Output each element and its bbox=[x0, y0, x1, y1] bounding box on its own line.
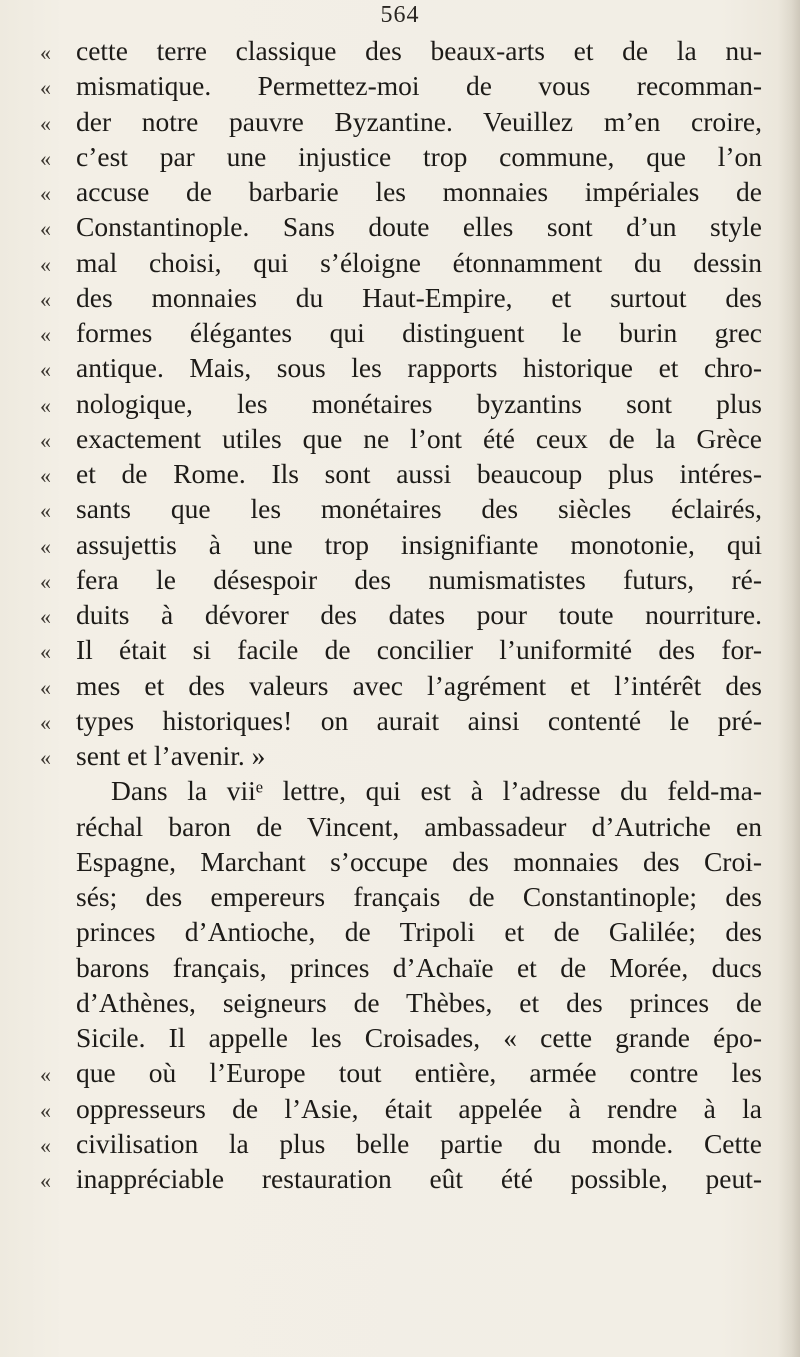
text-line bbox=[40, 773, 762, 808]
text-line bbox=[40, 950, 762, 985]
line-text: nologique, les monétaires byzantins sont plus bbox=[76, 387, 762, 419]
text-line bbox=[40, 421, 762, 456]
line-text: accuse de barbarie les monnaies impériales de bbox=[76, 176, 762, 207]
text-line bbox=[40, 1126, 762, 1161]
line-text: que où l’Europe tout entière, armée contre les bbox=[76, 1057, 762, 1089]
text-line bbox=[40, 174, 762, 209]
text-line bbox=[40, 844, 762, 879]
text-line bbox=[40, 562, 762, 597]
line-text: sés; des empereurs français de Constantinople; des bbox=[76, 881, 762, 912]
quote-mark: « bbox=[40, 1062, 51, 1088]
quote-mark: « bbox=[40, 357, 51, 383]
text-line bbox=[40, 985, 762, 1020]
text-line bbox=[40, 68, 762, 103]
quote-mark: « bbox=[40, 533, 51, 559]
line-text: Dans la viiᵉ lettre, qui est à l’adresse du feld-ma- bbox=[111, 775, 762, 807]
body-text bbox=[40, 33, 762, 1196]
quote-mark: « bbox=[40, 286, 51, 312]
quote-mark: « bbox=[40, 1097, 51, 1123]
line-text: der notre pauvre Byzantine. Veuillez m’en croire, bbox=[76, 105, 762, 137]
line-text: formes élégantes qui distinguent le burin grec bbox=[76, 317, 762, 348]
line-text: types historiques! on aurait ainsi contenté le pré- bbox=[76, 704, 762, 736]
text-line bbox=[40, 738, 762, 773]
quote-mark: « bbox=[40, 181, 51, 206]
quote-mark: « bbox=[40, 1168, 51, 1193]
line-text: sants que les monétaires des siècles éclairés, bbox=[76, 493, 762, 525]
quote-mark: « bbox=[40, 322, 51, 347]
line-text: princes d’Antioche, de Tripoli et de Galilée; des bbox=[76, 916, 762, 948]
quote-mark: « bbox=[40, 568, 51, 594]
line-text: et de Rome. Ils sont aussi beaucoup plus intéres- bbox=[76, 458, 762, 489]
line-text: mes et des valeurs avec l’agrément et l’intérêt des bbox=[76, 669, 762, 701]
quote-mark: « bbox=[40, 463, 51, 488]
text-line bbox=[40, 104, 762, 139]
quote-mark: « bbox=[40, 709, 51, 735]
text-line bbox=[40, 632, 762, 667]
text-line bbox=[40, 245, 762, 280]
page-edge-shadow bbox=[778, 0, 800, 1357]
text-line bbox=[40, 879, 762, 914]
text-line bbox=[40, 386, 762, 421]
line-text: Espagne, Marchant s’occupe des monnaies des Croi- bbox=[76, 845, 762, 877]
line-text: mal choisi, qui s’éloigne étonnamment du dessin bbox=[76, 246, 762, 278]
text-line bbox=[40, 491, 762, 526]
quote-mark: « bbox=[40, 639, 51, 665]
text-line bbox=[40, 280, 762, 315]
quote-mark: « bbox=[40, 498, 51, 524]
quote-mark: « bbox=[40, 75, 51, 101]
line-text: réchal baron de Vincent, ambassadeur d’Autriche en bbox=[76, 810, 762, 842]
text-line bbox=[40, 1020, 762, 1055]
quote-mark: « bbox=[40, 1132, 51, 1158]
text-line bbox=[40, 527, 762, 562]
text-line bbox=[40, 139, 762, 174]
text-line bbox=[40, 33, 762, 68]
line-text: cette terre classique des beaux-arts et de la nu- bbox=[76, 35, 762, 66]
page-number: 564 bbox=[380, 2, 420, 28]
text-line bbox=[40, 914, 762, 949]
line-text: duits à dévorer des dates pour toute nourriture. bbox=[76, 599, 762, 630]
quote-mark: « bbox=[40, 745, 51, 770]
text-line bbox=[40, 1091, 762, 1126]
quote-mark: « bbox=[40, 40, 51, 65]
line-text: des monnaies du Haut-Empire, et surtout des bbox=[76, 281, 762, 313]
quote-mark: « bbox=[40, 145, 51, 171]
line-text: antique. Mais, sous les rapports historique et chro- bbox=[76, 352, 762, 384]
text-line bbox=[40, 209, 762, 244]
line-text: mismatique. Permettez-moi de vous recomman- bbox=[76, 70, 762, 102]
line-text: assujettis à une trop insignifiante monotonie, qui bbox=[76, 528, 762, 560]
line-text: inappréciable restauration eût été possible, peut- bbox=[76, 1163, 762, 1194]
quote-mark: « bbox=[40, 392, 51, 418]
text-line bbox=[40, 597, 762, 632]
text-line bbox=[40, 668, 762, 703]
line-text: Constantinople. Sans doute elles sont d’un style bbox=[76, 211, 762, 243]
line-text: fera le désespoir des numismatistes futurs, ré- bbox=[76, 563, 762, 595]
line-text: Il était si facile de concilier l’uniformité des for- bbox=[76, 634, 762, 666]
line-text: d’Athènes, seigneurs de Thèbes, et des princes de bbox=[76, 986, 762, 1018]
quote-mark: « bbox=[40, 110, 51, 136]
quote-mark: « bbox=[40, 674, 51, 700]
quote-mark: « bbox=[40, 216, 51, 242]
text-line bbox=[40, 703, 762, 738]
quote-mark: « bbox=[40, 251, 51, 277]
line-text: c’est par une injustice trop commune, que l’on bbox=[76, 140, 762, 172]
quote-mark: « bbox=[40, 604, 51, 629]
quote-mark: « bbox=[40, 427, 51, 453]
text-line bbox=[40, 456, 762, 491]
text-line bbox=[40, 1055, 762, 1090]
line-text: barons français, princes d’Achaïe et de Morée, ducs bbox=[76, 951, 762, 983]
text-line bbox=[40, 809, 762, 844]
line-text: oppresseurs de l’Asie, était appelée à rendre à la bbox=[76, 1092, 762, 1124]
text-line bbox=[40, 1161, 762, 1196]
line-text: sent et l’avenir. » bbox=[76, 740, 266, 771]
line-text: exactement utiles que ne l’ont été ceux de la Grèce bbox=[76, 422, 762, 454]
line-text: civilisation la plus belle partie du monde. Cette bbox=[76, 1127, 762, 1159]
text-line bbox=[40, 315, 762, 350]
line-text: Sicile. Il appelle les Croisades, « cette grande épo- bbox=[76, 1022, 762, 1053]
text-line bbox=[40, 350, 762, 385]
